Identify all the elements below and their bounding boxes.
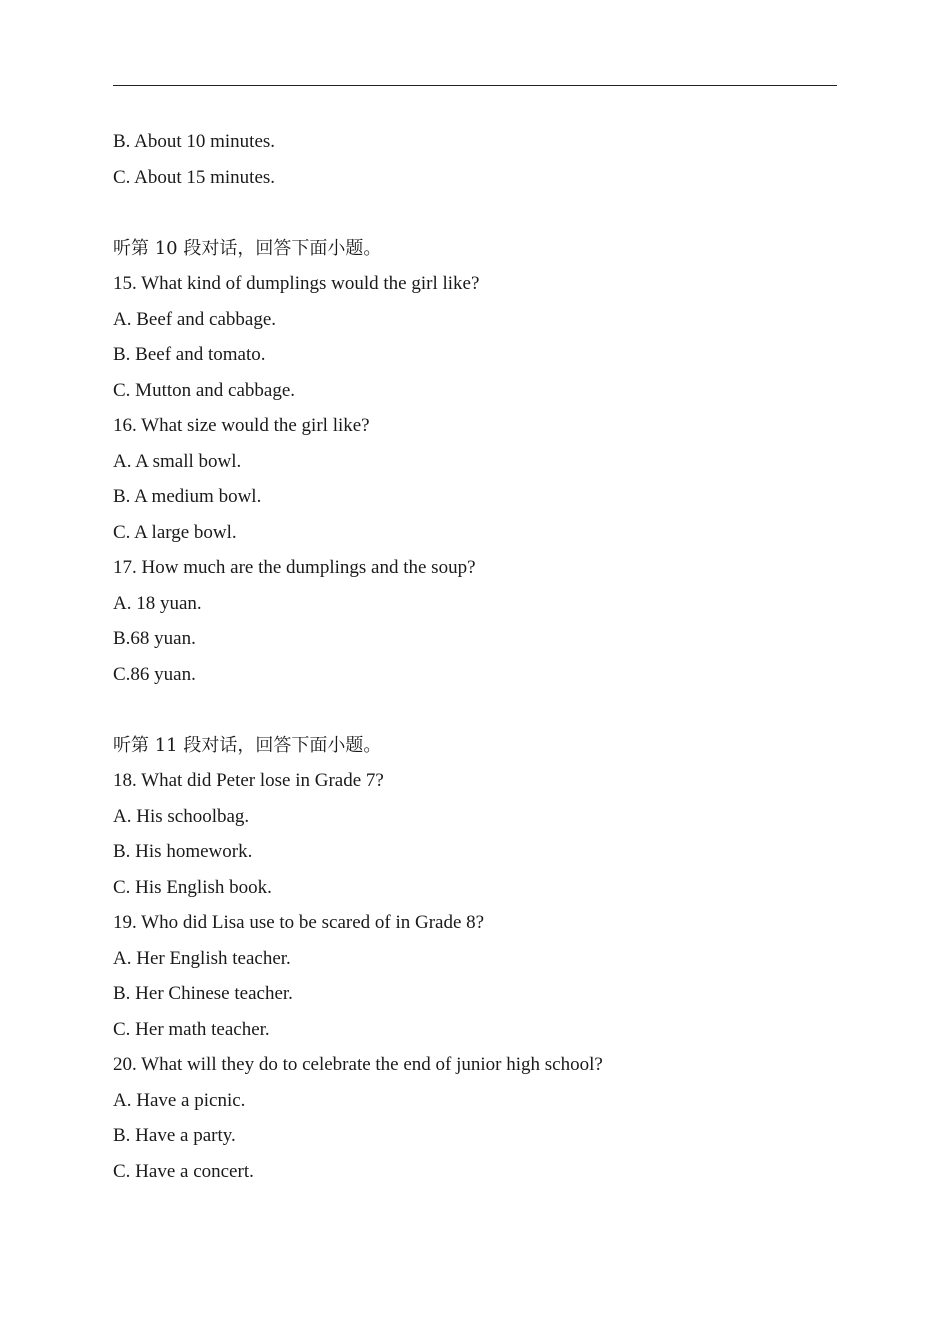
section-spacer — [113, 195, 837, 231]
question-18: 18. What did Peter lose in Grade 7? — [113, 770, 384, 791]
option-14-c: C. About 15 minutes. — [113, 166, 276, 188]
question-20: 20. What will they do to celebrate the end of junior high school? — [113, 1054, 603, 1075]
option-20-b: B. Have a party. — [113, 1125, 236, 1146]
option-19-c: C. Her math teacher. — [113, 1018, 270, 1040]
option-20-c: C. Have a concert. — [113, 1160, 254, 1182]
option-18-b: B. His homework. — [113, 841, 253, 862]
section-spacer — [113, 692, 837, 728]
option-19-a: A. Her English teacher. — [113, 947, 291, 969]
option-20-a: A. Have a picnic. — [113, 1089, 246, 1111]
option-17-c: C.86 yuan. — [113, 663, 196, 685]
option-16-c: C. A large bowl. — [113, 521, 237, 543]
option-19-b: B. Her Chinese teacher. — [113, 983, 293, 1004]
option-15-b: B. Beef and tomato. — [113, 344, 266, 365]
page-content — [113, 124, 837, 1189]
option-16-b: B. A medium bowl. — [113, 486, 262, 507]
option-15-a: A. Beef and cabbage. — [113, 308, 277, 330]
option-17-b: B.68 yuan. — [113, 628, 196, 649]
option-18-a: A. His schoolbag. — [113, 805, 250, 827]
header-rule — [113, 85, 837, 86]
question-17: 17. How much are the dumplings and the soup? — [113, 557, 476, 578]
section-11-heading: 听第 11 段对话，回答下面小题。 — [113, 734, 382, 756]
option-17-a: A. 18 yuan. — [113, 592, 202, 614]
section-10-heading: 听第 10 段对话，回答下面小题。 — [113, 237, 382, 259]
option-14-b: B. About 10 minutes. — [113, 131, 276, 152]
option-18-c: C. His English book. — [113, 876, 272, 898]
option-16-a: A. A small bowl. — [113, 450, 242, 472]
question-15: 15. What kind of dumplings would the girl like? — [113, 273, 480, 294]
question-16: 16. What size would the girl like? — [113, 415, 370, 436]
question-19: 19. Who did Lisa use to be scared of in Grade 8? — [113, 912, 485, 933]
option-15-c: C. Mutton and cabbage. — [113, 379, 296, 401]
